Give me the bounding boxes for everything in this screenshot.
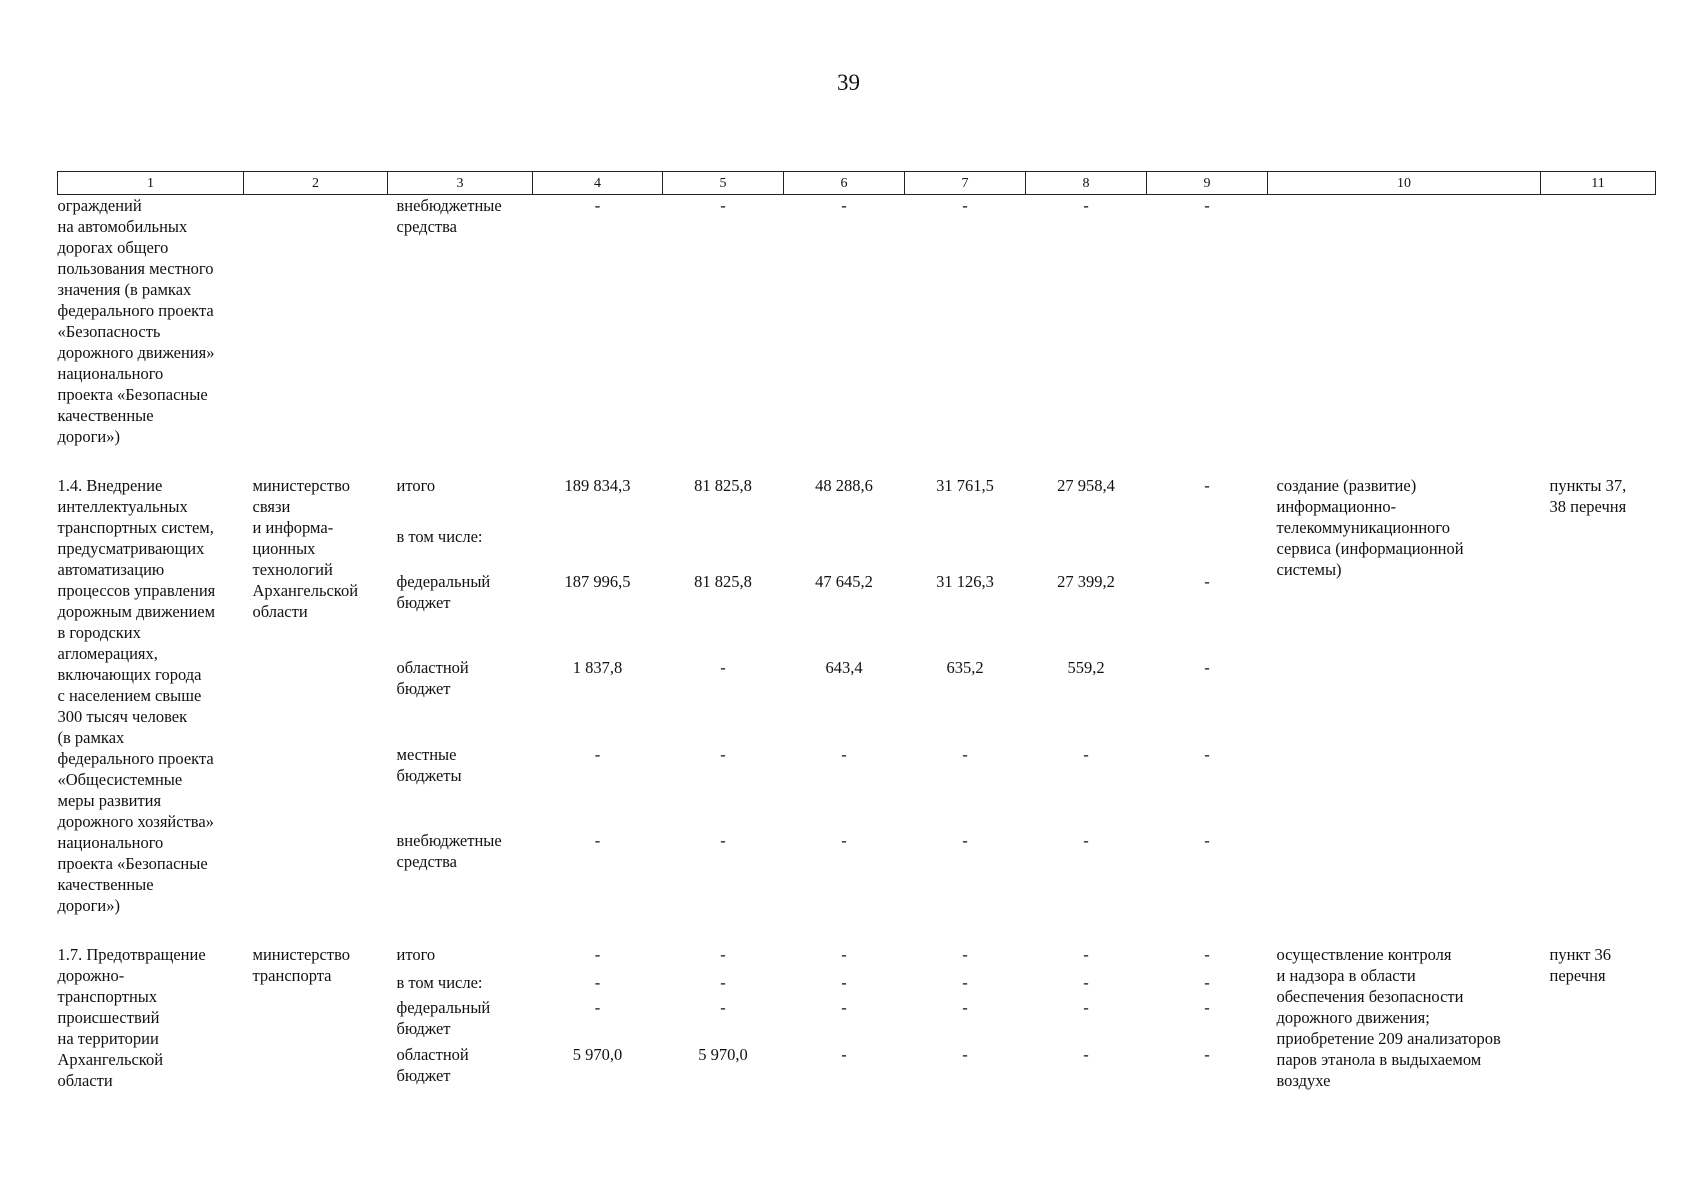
funding-source-cell: итого [396,476,436,495]
expected-result-cell [1268,195,1541,448]
amount-cell: - [1204,945,1210,964]
amount-cell: - [594,972,601,992]
amount-cell: - [1204,196,1210,215]
row-spacer [58,916,1656,944]
responsible-executor-cell: министерство транспорта [252,945,351,985]
amount-cell: - [594,997,601,1017]
amount-cell: - [1083,997,1089,1017]
amount-cell: 48 288,6 [815,476,873,495]
column-number-row [58,172,1656,195]
amount-cell: 5 970,0 [572,1044,623,1064]
amount-cell: 635,2 [946,658,984,678]
amount-cell: - [1083,830,1089,850]
table-body [58,195,1656,1092]
amount-cell: - [841,1044,847,1064]
amount-cell: 81 825,8 [694,476,752,495]
amount-cell: 187 996,5 [564,572,631,592]
amount-cell: - [841,972,847,992]
amount-cell: - [1083,744,1089,764]
table-row [58,944,1656,972]
table-row [58,475,1656,526]
amount-cell: 643,4 [825,658,863,678]
amount-cell: - [962,945,968,964]
column-header: 7 [905,172,1026,195]
amount-cell: - [1204,1044,1210,1064]
amount-cell: - [1204,658,1210,678]
amount-cell: - [720,945,726,964]
amount-cell [663,526,784,571]
amount-cell: - [1204,830,1210,850]
responsible-executor-cell: министерство связи и информа- ционных технологий Архангельской области [252,476,359,621]
amount-cell: - [1204,997,1210,1017]
funding-source-cell: местные бюджеты [396,744,462,785]
measure-name-cell: ограждений на автомобильных дорогах общего пользования местного значения (в рамках федерального проекта «Безопасность дорожного движения» национального проекта «Безопасные качественные дороги») [57,196,215,446]
funding-source-cell: в том числе: [396,972,483,992]
column-header: 1 [58,172,244,195]
column-header: 4 [533,172,663,195]
amount-cell: - [1204,572,1210,592]
amount-cell: 31 126,3 [936,572,994,592]
measure-name-cell: 1.4. Внедрение интеллектуальных транспортных систем, предусматривающих автоматизацию процессов управления дорожным движением в городских агломерациях, включающих города с населением свыше 300 тысяч человек (в рамках федерального проекта «Общесистемные меры развития дорожного хозяйства» национального проекта «Безопасные качественные дороги») [57,476,216,915]
amount-cell: - [962,972,968,992]
funding-source-cell: в том числе: [396,526,483,546]
amount-cell: 1 837,8 [572,658,623,678]
amount-cell: - [1083,196,1089,215]
expected-result-cell: создание (развитие) информационно- телекоммуникационного сервиса (информационной системы) [1276,476,1464,579]
amount-cell [1147,526,1268,571]
amount-cell: - [594,945,601,964]
column-header: 5 [663,172,784,195]
amount-cell: 559,2 [1067,658,1105,678]
row-spacer [58,447,1656,475]
funding-source-cell: федеральный бюджет [396,572,491,613]
amount-cell: - [720,196,726,215]
amount-cell: - [841,196,847,215]
amount-cell: - [1083,972,1089,992]
amount-cell: 5 970,0 [698,1044,748,1064]
amount-cell: - [720,997,726,1017]
funding-source-cell: внебюджетные средства [396,196,502,236]
amount-cell: - [962,196,968,215]
amount-cell [784,526,905,571]
amount-cell: - [720,972,726,992]
amount-cell: - [1204,972,1210,992]
column-header: 2 [244,172,388,195]
amount-cell [533,526,663,571]
amount-cell: - [1204,744,1210,764]
funding-source-cell: итого [396,945,436,964]
amount-cell: - [594,196,601,215]
amount-cell [1026,526,1147,571]
amount-cell: - [962,1044,968,1064]
reference-cell: пункт 36 перечня [1549,945,1612,985]
column-header: 11 [1541,172,1656,195]
amount-cell: 47 645,2 [815,572,873,592]
amount-cell: - [841,997,847,1017]
amount-cell: - [594,744,601,764]
amount-cell [905,526,1026,571]
column-header: 3 [388,172,533,195]
amount-cell: - [962,997,968,1017]
row-spacer-cell [58,916,1656,944]
funding-source-cell: областной бюджет [396,658,469,699]
amount-cell: - [841,945,847,964]
funding-source-cell: внебюджетные средства [396,830,502,871]
amount-cell: - [841,830,847,850]
amount-cell: 189 834,3 [564,476,631,495]
amount-cell: - [1204,476,1210,495]
reference-cell: пункты 37, 38 перечня [1549,476,1627,516]
amount-cell: - [594,830,601,850]
expected-result-cell: осуществление контроля и надзора в области обеспечения безопасности дорожного движения; приобретение 209 анализаторов паров этанола в выдыхаемом воздухе [1276,945,1501,1090]
amount-cell: - [1083,945,1089,964]
amount-cell: 31 761,5 [936,476,994,495]
amount-cell: - [720,744,726,764]
column-header: 6 [784,172,905,195]
column-header: 10 [1268,172,1541,195]
amount-cell: - [962,830,968,850]
amount-cell: - [720,658,726,678]
amount-cell: - [1083,1044,1089,1064]
column-header: 9 [1147,172,1268,195]
table-row [58,195,1656,448]
amount-cell: - [720,830,726,850]
row-spacer-cell [58,447,1656,475]
funding-source-cell: областной бюджет [396,1044,469,1085]
reference-cell [1541,195,1656,448]
responsible-executor-cell [244,195,388,448]
measure-name-cell: 1.7. Предотвращение дорожно- транспортных происшествий на территории Архангельской области [57,945,206,1090]
amount-cell: - [962,744,968,764]
amount-cell: 27 399,2 [1057,572,1115,592]
amount-cell: - [841,744,847,764]
funding-table [57,171,1656,1091]
amount-cell: 81 825,8 [694,572,752,592]
amount-cell: 27 958,4 [1057,476,1115,495]
column-header: 8 [1026,172,1147,195]
funding-source-cell: федеральный бюджет [396,997,491,1038]
page-number: 39 [837,70,860,95]
